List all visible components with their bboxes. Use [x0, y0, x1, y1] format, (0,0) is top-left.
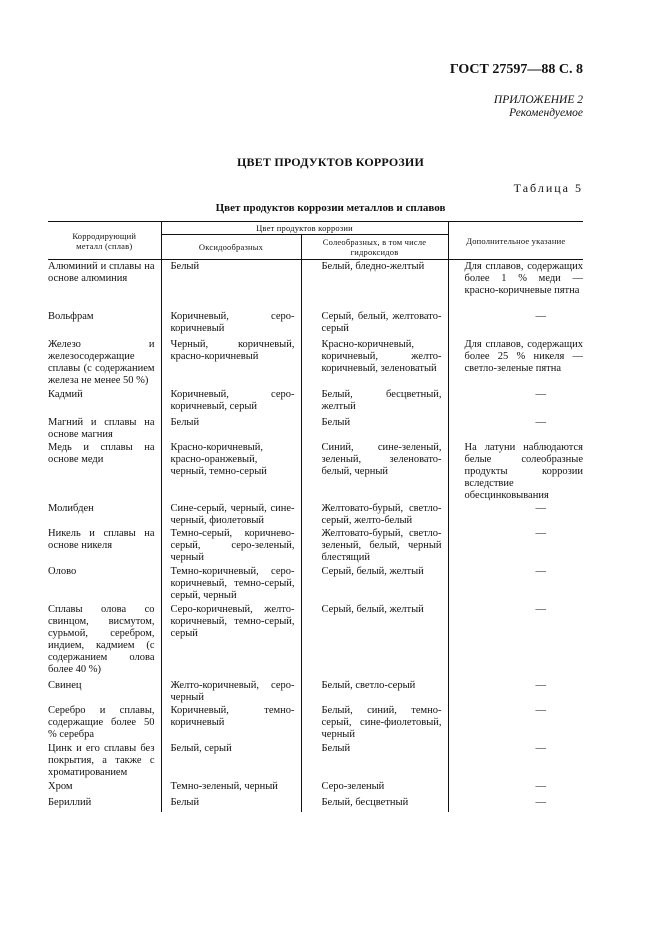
cell-metal: Алюминий и сплавы на основе алюминия	[48, 261, 155, 284]
table-row	[48, 310, 583, 338]
cell-note: —	[448, 527, 583, 565]
cell-metal: Вольфрам	[48, 310, 94, 322]
table-row	[48, 603, 583, 679]
cell-metal: Бериллий	[48, 796, 92, 808]
cell-metal: Медь и сплавы на основе меди	[48, 441, 155, 465]
table-row	[48, 780, 583, 796]
cell-metal: Хром	[48, 780, 73, 792]
corrosion-color-table	[48, 221, 583, 812]
cell-note: —	[448, 565, 583, 603]
cell-salt: Белый, бесцветный, желтый	[301, 388, 448, 416]
col-header-metal: Корродирующий металл (сплав)	[48, 222, 161, 260]
cell-oxide: Белый	[161, 260, 301, 310]
table-row	[48, 260, 583, 310]
standard-page-label: ГОСТ 27597—88 С. 8	[449, 62, 583, 77]
cell-metal: Свинец	[48, 679, 82, 691]
cell-note: —	[448, 416, 583, 441]
cell-oxide: Черный, коричневый, красно-коричневый	[161, 338, 301, 388]
cell-salt: Серый, белый, желтый	[301, 565, 448, 603]
table-row	[48, 742, 583, 780]
cell-salt: Желтовато-бурый, светло-серый, желто-белый	[301, 502, 448, 527]
table-row	[48, 338, 583, 388]
cell-note: —	[448, 679, 583, 704]
cell-salt: Серый, белый, желтовато-серый	[301, 310, 448, 338]
cell-metal: Магний и сплавы на основе магния	[48, 416, 155, 440]
cell-note: —	[448, 780, 583, 796]
cell-oxide: Коричневый, серо-коричневый	[161, 310, 301, 338]
cell-oxide: Белый	[161, 416, 301, 441]
cell-metal: Серебро и сплавы, содержащие более 50 % серебра	[48, 704, 155, 740]
cell-salt: Белый	[301, 742, 448, 780]
col-header-salt: Солеобразных, в том числе гидроксидов	[301, 235, 448, 260]
cell-salt: Белый	[301, 416, 448, 441]
cell-oxide: Желто-коричневый, серо-черный	[161, 679, 301, 704]
cell-salt: Белый, бесцветный	[301, 796, 448, 812]
cell-salt: Серый, белый, желтый	[301, 603, 448, 679]
cell-note: —	[448, 704, 583, 742]
table-row	[48, 796, 583, 812]
cell-salt: Красно-коричневый, коричневый, желто-коричневый, зеленоватый	[301, 338, 448, 388]
cell-note: —	[448, 603, 583, 679]
table-row	[48, 679, 583, 704]
cell-salt: Белый, светло-серый	[301, 679, 448, 704]
cell-salt: Синий, сине-зеленый, зеленый, зеленовато-белый, черный	[301, 441, 448, 502]
cell-note: На латуни наблюдаются белые солеобразные продукты коррозии вследствие обесцинковывания	[448, 441, 583, 502]
page-header	[450, 62, 583, 120]
section-title: ЦВЕТ ПРОДУКТОВ КОРРОЗИИ	[236, 155, 425, 169]
table-body	[48, 260, 583, 812]
table-row	[48, 416, 583, 441]
table-row	[48, 502, 583, 527]
cell-oxide: Белый, серый	[161, 742, 301, 780]
appendix-label	[450, 94, 583, 120]
cell-note: Для сплавов, содержащих более 25 % никеля — светло-зеленые пятна	[448, 338, 583, 388]
table-number: Таблица 5	[513, 181, 583, 195]
cell-oxide: Коричневый, темно-коричневый	[161, 704, 301, 742]
cell-note: —	[448, 742, 583, 780]
cell-metal: Сплавы олова со свинцом, висмутом, сурьмой, серебром, индием, кадмием (с содержанием олова более 40 %)	[48, 603, 155, 675]
cell-oxide: Серо-коричневый, желто-коричневый, темно-серый, серый	[161, 603, 301, 679]
cell-oxide: Темно-серый, коричнево-серый, серо-зеленый, черный	[161, 527, 301, 565]
cell-metal: Железо и железосодержащие сплавы (с содержанием железа не менее 50 %)	[48, 338, 155, 386]
cell-metal: Олово	[48, 565, 77, 577]
cell-note: —	[448, 796, 583, 812]
table-row	[48, 704, 583, 742]
cell-note: Для сплавов, содержащих более 1 % меди — красно-коричневые пятна	[448, 260, 583, 310]
cell-salt: Желтовато-бурый, светло-зеленый, белый, черный блестящий	[301, 527, 448, 565]
cell-note: —	[448, 388, 583, 416]
cell-salt: Серо-зеленый	[301, 780, 448, 796]
cell-oxide: Сине-серый, черный, сине-черный, фиолетовый	[161, 502, 301, 527]
appendix-number: ПРИЛОЖЕНИЕ 2	[493, 94, 583, 106]
cell-oxide: Коричневый, серо-коричневый, серый	[161, 388, 301, 416]
appendix-status: Рекомендуемое	[509, 107, 583, 119]
col-header-oxide: Оксидообразных	[161, 235, 301, 260]
table-row	[48, 527, 583, 565]
cell-oxide: Темно-коричневый, серо-коричневый, темно-серый, серый, черный	[161, 565, 301, 603]
table-row	[48, 441, 583, 502]
col-header-note: Дополнительное указание	[448, 222, 583, 260]
cell-note: —	[448, 502, 583, 527]
cell-oxide: Красно-коричневый, красно-оранжевый, черный, темно-серый	[161, 441, 301, 502]
cell-metal: Кадмий	[48, 388, 83, 400]
table-row	[48, 388, 583, 416]
cell-metal: Цинк и его сплавы без покрытия, а также с хроматированием	[48, 742, 155, 778]
cell-salt: Белый, синий, темно-серый, сине-фиолетовый, черный	[301, 704, 448, 742]
table-title: Цвет продуктов коррозии металлов и сплавов	[215, 202, 446, 214]
cell-oxide: Темно-зеленый, черный	[161, 780, 301, 796]
col-header-color-group: Цвет продуктов коррозии	[161, 222, 448, 235]
cell-metal: Никель и сплавы на основе никеля	[48, 527, 155, 551]
table-row	[48, 565, 583, 603]
cell-oxide: Белый	[161, 796, 301, 812]
cell-salt: Белый, бледно-желтый	[301, 260, 448, 310]
cell-note: —	[448, 310, 583, 338]
cell-metal: Молибден	[48, 502, 94, 514]
